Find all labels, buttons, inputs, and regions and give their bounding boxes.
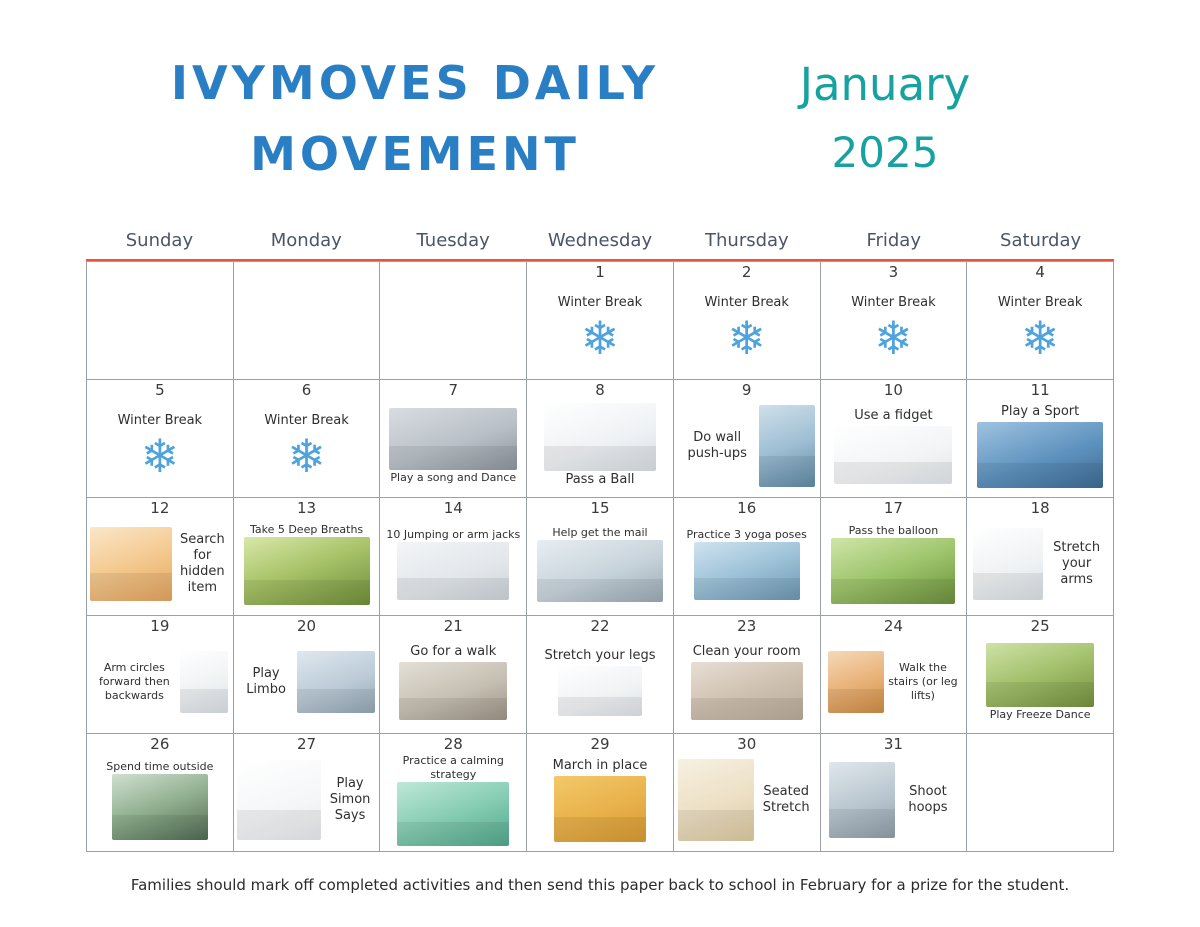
day-number <box>970 736 1110 753</box>
activity-label: Winter Break <box>704 295 789 311</box>
activity-label: Go for a walk <box>410 644 497 660</box>
activity-label: Stretch your legs <box>544 648 656 664</box>
day-cell-empty <box>234 262 381 380</box>
photo-breathing <box>244 537 370 605</box>
activity-label: Pass the balloon <box>848 523 939 537</box>
day-number: 24 <box>883 617 903 635</box>
activity-label: Winter Break <box>851 295 936 311</box>
day-number: 29 <box>590 735 610 753</box>
day-cell-23[interactable] <box>674 616 821 734</box>
day-number: 13 <box>297 499 317 517</box>
day-cell-18[interactable] <box>967 498 1114 616</box>
day-number: 25 <box>1030 617 1050 635</box>
day-number: 22 <box>590 617 610 635</box>
activity-label: Pass a Ball <box>565 472 635 488</box>
photo-arm-stretch <box>973 528 1043 600</box>
day-number: 31 <box>883 735 903 753</box>
activity-label: Winter Break <box>557 295 643 311</box>
day-number: 2 <box>741 263 752 281</box>
activity-label: Arm circles forward then backwards <box>98 661 170 702</box>
day-number: 28 <box>443 735 463 753</box>
activity-label: Help get the mail <box>552 525 648 539</box>
day-cell-27[interactable] <box>234 734 381 852</box>
day-cell-25[interactable] <box>967 616 1114 734</box>
day-cell-empty <box>87 262 234 380</box>
day-cell-30[interactable] <box>674 734 821 852</box>
day-cell-16[interactable] <box>674 498 821 616</box>
day-cell-11[interactable] <box>967 380 1114 498</box>
day-cell-21[interactable] <box>380 616 527 734</box>
activity-label: Spend time outside <box>106 759 214 773</box>
day-cell-13[interactable] <box>234 498 381 616</box>
year-label: 2025 <box>831 128 939 177</box>
day-cell-29[interactable] <box>527 734 674 852</box>
day-number: 14 <box>443 499 463 517</box>
day-cell-12[interactable] <box>87 498 234 616</box>
weekday-header-row <box>86 228 1114 261</box>
day-number: 15 <box>590 499 610 517</box>
photo-freeze-dance <box>986 643 1094 707</box>
day-number: 23 <box>737 617 757 635</box>
day-cell-19[interactable] <box>87 616 234 734</box>
photo-wall-pushups <box>759 405 815 487</box>
photo-balloon <box>831 538 955 604</box>
day-number: 4 <box>1035 263 1045 281</box>
activity-label: Practice 3 yoga poses <box>686 527 807 541</box>
activity-label: Shoot hoops <box>908 783 948 815</box>
activity-label: Walk the stairs (or leg lifts) <box>888 661 958 702</box>
day-cell-8[interactable] <box>527 380 674 498</box>
snowflake-icon: ❄ <box>727 311 766 364</box>
photo-fidget <box>834 426 952 484</box>
photo-dance <box>389 408 517 470</box>
snowflake-icon: ❄ <box>580 311 620 364</box>
day-number <box>383 264 523 281</box>
activity-label: Take 5 Deep Breaths <box>249 522 364 536</box>
day-number: 18 <box>1030 499 1050 517</box>
activity-label: 10 Jumping or arm jacks <box>386 527 521 541</box>
day-number: 9 <box>741 381 752 399</box>
day-cell-20[interactable] <box>234 616 381 734</box>
day-cell-5[interactable] <box>87 380 234 498</box>
day-number: 6 <box>301 381 312 399</box>
day-cell-22[interactable] <box>527 616 674 734</box>
page-title: IVYMOVES DAILY MOVEMENT <box>170 56 660 182</box>
calendar-grid <box>86 261 1114 852</box>
activity-label: Play a song and Dance <box>390 470 517 484</box>
photo-hoops <box>829 762 895 838</box>
month-label: January <box>799 58 971 111</box>
day-number: 27 <box>297 735 317 753</box>
day-cell-3[interactable] <box>821 262 968 380</box>
day-number: 26 <box>150 735 170 753</box>
photo-stairs <box>828 651 884 713</box>
activity-label: Seated Stretch <box>762 783 810 815</box>
photo-walk <box>399 662 507 720</box>
activity-label: Play Limbo <box>246 665 286 697</box>
day-number: 8 <box>595 381 605 399</box>
day-number: 5 <box>155 381 165 399</box>
page-header <box>0 0 1200 200</box>
day-cell-2[interactable] <box>674 262 821 380</box>
day-number: 20 <box>297 617 317 635</box>
snowflake-icon: ❄ <box>140 429 180 482</box>
activity-label: March in place <box>552 758 648 774</box>
footer-note: Families should mark off completed activities and then send this paper back to school in February for a prize for the student. <box>130 876 1070 894</box>
activity-label: Winter Break <box>264 413 349 429</box>
photo-march <box>554 776 646 842</box>
activity-label: Practice a calming strategy <box>402 753 504 781</box>
photo-seated-stretch <box>678 759 754 841</box>
activity-label: Use a fidget <box>854 408 933 424</box>
photo-limbo <box>297 651 375 713</box>
day-cell-26[interactable] <box>87 734 234 852</box>
photo-simon-says <box>237 760 321 840</box>
activity-label: Play Freeze Dance <box>989 707 1091 721</box>
activity-label: Play Simon Says <box>329 775 371 824</box>
day-cell-empty <box>380 262 527 380</box>
activity-label: Stretch your arms <box>1053 539 1101 588</box>
day-number: 7 <box>448 381 459 399</box>
day-cell-9[interactable] <box>674 380 821 498</box>
day-cell-31[interactable] <box>821 734 968 852</box>
day-cell-28[interactable] <box>380 734 527 852</box>
photo-yoga <box>694 542 800 600</box>
photo-clean-room <box>691 662 803 720</box>
photo-sport <box>977 422 1103 488</box>
day-number: 11 <box>1030 381 1050 399</box>
day-cell-empty <box>967 734 1114 852</box>
weekday-sunday: Sunday <box>125 230 194 251</box>
photo-ball <box>544 403 656 471</box>
day-cell-15[interactable] <box>527 498 674 616</box>
activity-label: Play a Sport <box>1001 404 1080 420</box>
day-cell-4[interactable] <box>967 262 1114 380</box>
day-number: 1 <box>595 263 605 281</box>
day-cell-10[interactable] <box>821 380 968 498</box>
activity-label: Clean your room <box>692 644 801 660</box>
day-cell-24[interactable] <box>821 616 968 734</box>
weekday-saturday: Saturday <box>1000 230 1082 251</box>
activity-label: Winter Break <box>117 413 203 429</box>
day-number: 3 <box>888 263 899 281</box>
day-cell-7[interactable] <box>380 380 527 498</box>
day-cell-1[interactable] <box>527 262 674 380</box>
day-cell-14[interactable] <box>380 498 527 616</box>
photo-calming <box>397 782 509 846</box>
activity-label: Do wall push-ups <box>687 429 747 461</box>
weekday-wednesday: Wednesday <box>547 230 653 251</box>
weekday-tuesday: Tuesday <box>416 230 490 251</box>
activity-label: Winter Break <box>997 295 1083 311</box>
day-cell-6[interactable] <box>234 380 381 498</box>
activity-label: Search for hidden item <box>180 531 225 596</box>
day-cell-17[interactable] <box>821 498 968 616</box>
weekday-thursday: Thursday <box>705 230 789 251</box>
day-number: 19 <box>150 617 170 635</box>
snowflake-icon: ❄ <box>874 311 913 364</box>
snowflake-icon: ❄ <box>287 429 326 482</box>
photo-arm-circles <box>180 651 228 713</box>
day-number <box>90 264 230 281</box>
day-number: 16 <box>737 499 757 517</box>
calendar <box>86 228 1114 852</box>
day-number: 12 <box>150 499 170 517</box>
photo-leg-stretch <box>558 666 642 716</box>
photo-outside <box>112 774 208 840</box>
day-number: 10 <box>883 381 903 399</box>
snowflake-icon: ❄ <box>1020 311 1060 364</box>
weekday-friday: Friday <box>866 230 921 251</box>
day-number: 21 <box>443 617 463 635</box>
photo-scavenger-hunt <box>90 527 172 601</box>
day-number <box>237 264 377 281</box>
photo-jumping-jacks <box>397 542 509 600</box>
weekday-monday: Monday <box>270 230 342 251</box>
day-number: 30 <box>737 735 757 753</box>
day-number: 17 <box>883 499 903 517</box>
photo-mailbox <box>537 540 663 602</box>
